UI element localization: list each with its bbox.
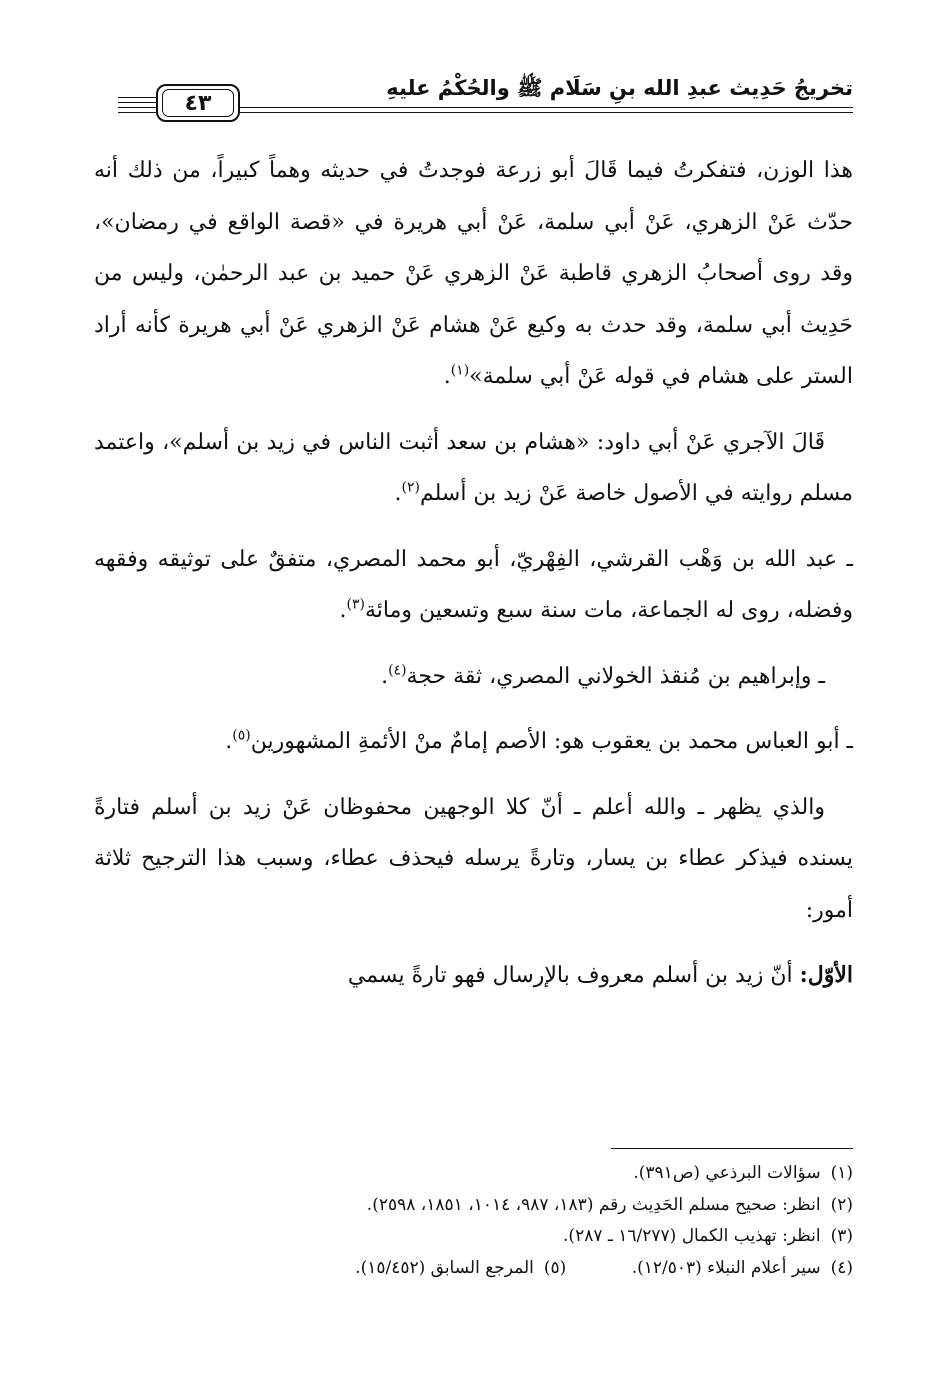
footnote-text: سير أعلام النبلاء (١٢/٥٠٣). [631, 1257, 821, 1278]
footnote [94, 1158, 853, 1190]
body-text [94, 145, 853, 1016]
footnote-ref: (١) [450, 362, 470, 379]
footnote-ref: (٣) [346, 596, 365, 613]
footnotes [94, 1158, 853, 1284]
paragraph: ـ عبد الله بن وَهْب القرشي، الفِهْريّ، أبو محمد المصري، متفقٌ على توثيقه وفقهه وفضله، روى له الجماعة، مات سنة سبع وتسعين ومائة$^{(٣)}$. [94, 546, 853, 623]
footnote [94, 1221, 853, 1253]
point-lead: الأوّل: [799, 962, 853, 988]
footnote [355, 1253, 566, 1285]
page-number: ٤٣ [162, 89, 234, 117]
page-number-frame [156, 84, 240, 122]
footnote [632, 1258, 853, 1278]
footnote-number: (٤) [830, 1257, 853, 1278]
footnote-pair [94, 1253, 853, 1285]
paragraph: ـ وإبراهيم بن مُنقذ الخولاني المصري، ثقة حجة$^{(٤)}$. [381, 662, 825, 689]
footnote-number: (٢) [830, 1194, 853, 1215]
footnote-text: انظر: صحيح مسلم الحَدِيث رقم (١٨٣، ٩٨٧، ١٠١٤، ١٨٥١، ٢٥٩٨). [366, 1194, 821, 1215]
footnote-number: (٥) [543, 1257, 567, 1278]
footnote-text: انظر: تهذيب الكمال (١٦/٢٧٧ ـ ٢٨٧). [563, 1226, 821, 1246]
paragraph: ـ أبو العباس محمد بن يعقوب هو: الأصم إمامٌ منْ الأئمةِ المشهورين$^{(٥)}$. [225, 727, 853, 754]
running-header-title: تخريجُ حَدِيث عبدِ الله بنِ سَلَام ﷺ والحُكْمُ عليهِ [386, 76, 853, 100]
footnote-number: (٣) [830, 1226, 853, 1246]
footnote [94, 1190, 853, 1222]
header-rule [118, 97, 156, 98]
footnote-ref: (٤) [388, 662, 407, 679]
footnote-text: سؤالات البرذعي (ص٣٩١). [633, 1163, 821, 1183]
footnote-text: المرجع السابق (١٥/٤٥٢). [355, 1257, 534, 1278]
paragraph: الأوّل: أنّ زيد بن أسلم معروف بالإرسال فهو تارةً يسمي [347, 962, 853, 988]
header-rule [118, 102, 156, 103]
footnote-ref: (٥) [232, 727, 251, 744]
footnote-ref: (٢) [401, 479, 420, 496]
footnote-number: (١) [830, 1163, 853, 1183]
paragraph: هذا الوزن، فتفكرتُ فيما قَالَ أبو زرعة فوجدتُ في حديثه وهماً كبيراً، من ذلك أنه حدّث عَنْ الزهري، عَنْ أبي سلمة، عَنْ أبي هريرة في «قصة الواقع في رمضان»، وقد روى أصحابُ الزهري قاطبة عَنْ الزهري عَنْ حميد بن عبد الرحمٰن، وليس من حَدِيث أبي سلمة، وقد حدث به وكيع عَنْ هشام عَنْ الزهري عَنْ أبي هريرة كأنه أراد الستر على هشام في قوله عَنْ أبي سلمة»$^{(١)}$. [94, 158, 853, 389]
footnote-divider [611, 1148, 853, 1149]
paragraph: والذي يظهر ـ والله أعلم ـ أنّ كلا الوجهين محفوظان عَنْ زيد بن أسلم فتارةً يسنده فيذكر عطاء بن يسار، وتارةً يرسله فيحذف عطاء، وسبب هذا الترجيح ثلاثة أمور: [94, 794, 853, 923]
paragraph: قَالَ الآجري عَنْ أبي داود: «هشام بن سعد أثبت الناس في زيد بن أسلم»، واعتمد مسلم روايته في الأصول خاصة عَنْ زيد بن أسلم$^{(٢)}$. [94, 429, 853, 506]
